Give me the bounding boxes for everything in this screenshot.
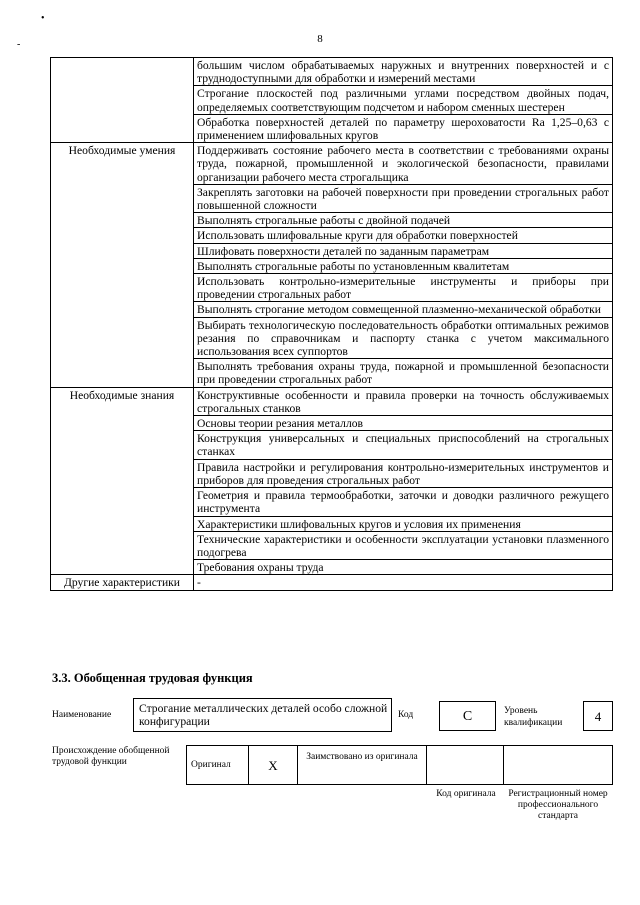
borrowed-label: Заимствовано из оригинала	[306, 752, 418, 762]
item-cell: Выполнять строгальные работы по установленным квалитетам	[194, 258, 613, 273]
side-mark: -	[17, 39, 21, 50]
item-cell: Обработка поверхностей деталей по параметру шероховатости Ra 1,25–0,63 с применением шлифовальных кругов	[194, 114, 613, 142]
name-value: Строгание металлических деталей особо сложной конфигурации	[139, 702, 388, 728]
item-cell: Конструкция универсальных и специальных приспособлений на строгальных станках	[194, 431, 613, 459]
original-mark-cell	[249, 746, 298, 785]
table-row	[51, 387, 613, 415]
original-label-cell	[187, 746, 249, 785]
section-label-cell: Другие характеристики	[51, 575, 194, 590]
item-cell: Выполнять требования охраны труда, пожарной и промышленной безопасности при проведении строгальных работ	[194, 359, 613, 387]
requirements-table	[50, 57, 613, 591]
code-value: С	[462, 709, 473, 724]
item-cell: Выполнять строгальные работы с двойной подачей	[194, 213, 613, 228]
code-label: Код	[398, 710, 414, 720]
level-field	[583, 701, 613, 731]
borrowed-label-cell	[298, 746, 427, 785]
code-field	[439, 701, 496, 731]
item-cell: -	[194, 575, 613, 590]
item-cell: Характеристики шлифовальных кругов и условия их применения	[194, 516, 613, 531]
item-cell: Использовать контрольно-измерительные инструменты и приборы при проведении строгальных работ	[194, 274, 613, 302]
item-cell: Геометрия и правила термообработки, заточки и доводки различного режущего инструмента	[194, 488, 613, 516]
origin-label: Происхождение обобщенной трудовой функции	[52, 746, 170, 767]
item-cell: Технические характеристики и особенности эксплуатации установки плазменного подогрева	[194, 531, 613, 559]
original-mark: X	[268, 757, 278, 773]
level-label-line2: квалификации	[504, 718, 563, 728]
level-value: 4	[594, 709, 602, 724]
item-cell: Шлифовать поверхности деталей по заданным параметрам	[194, 243, 613, 258]
item-cell: Правила настройки и регулирования контрольно-измерительных инструментов и приборов для проведения строгальных работ	[194, 459, 613, 487]
item-cell: Использовать шлифовальные круги для обработки поверхностей	[194, 228, 613, 243]
name-field	[133, 698, 392, 732]
item-cell: Выполнять строгание методом совмещенной плазменно-механической обработки	[194, 302, 613, 317]
code-caption: Код оригинала	[436, 789, 496, 799]
origin-table	[186, 745, 613, 785]
name-label: Наименование	[52, 710, 112, 720]
section-heading: 3.3. Обобщенная трудовая функция	[52, 671, 253, 685]
item-cell: Основы теории резания металлов	[194, 416, 613, 431]
item-cell: большим числом обрабатываемых наружных и внутренних поверхностей и с труднодоступными для обработки и измерений местами	[194, 58, 613, 86]
registration-caption: Регистрационный номер профессионального стандарта	[508, 789, 608, 821]
corner-mark: •	[41, 13, 45, 24]
table-row	[51, 575, 613, 590]
section-label-cell	[51, 58, 194, 143]
item-cell: Требования охраны труда	[194, 560, 613, 575]
level-label-line1: Уровень	[504, 706, 538, 716]
item-cell: Выбирать технологическую последовательность обработки оптимальных режимов резания по справочникам и паспорту станка с учетом максимального использования всех суппортов	[194, 317, 613, 359]
section-label-cell: Необходимые знания	[51, 387, 194, 575]
item-cell: Конструктивные особенности и правила проверки на точность обслуживаемых строгальных станков	[194, 387, 613, 415]
original-label: Оригинал	[191, 759, 231, 770]
registration-number-cell	[504, 746, 613, 785]
table-row	[51, 143, 613, 185]
table-row	[51, 58, 613, 86]
item-cell: Строгание плоскостей под различными углами посредством двойных подач, определяемых соответствующим подсчетом и набором сменных шестерен	[194, 86, 613, 114]
page-number: 8	[317, 33, 323, 45]
origin-code-cell	[427, 746, 504, 785]
item-cell: Поддерживать состояние рабочего места в соответствии с требованиями охраны труда, пожарной, промышленной и экологической безопасности, правилами организации рабочего места строгальщика	[194, 143, 613, 185]
requirements-table-body	[51, 58, 613, 591]
section-label-cell: Необходимые умения	[51, 143, 194, 387]
item-cell: Закреплять заготовки на рабочей поверхности при проведении строгальных работ повышенной сложности	[194, 184, 613, 212]
